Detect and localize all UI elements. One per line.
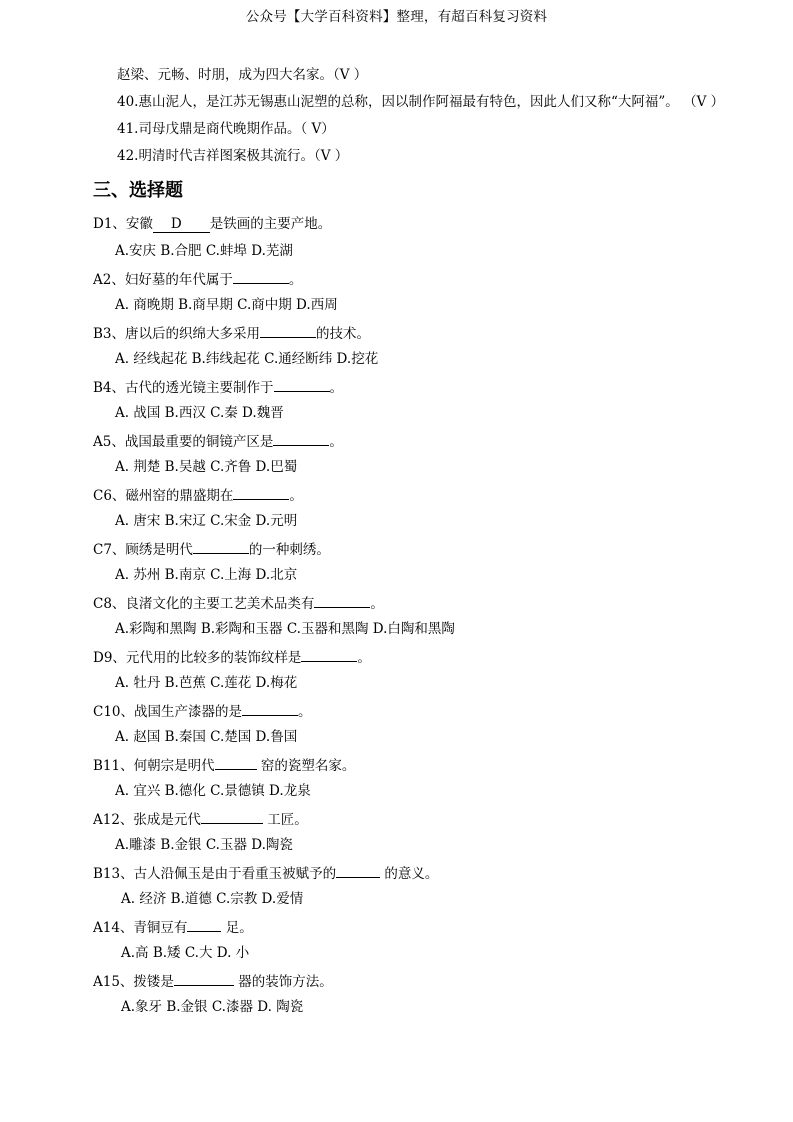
answer-blank [174, 972, 234, 986]
question-text-tail: 。 [288, 272, 303, 288]
question-stem [93, 864, 438, 882]
question-options: A. 商晚期 B.商早期 C.商中期 D.西周 [115, 297, 338, 313]
question-text: C6、磁州窑的鼎盛期在 [93, 488, 234, 504]
question-text-tail: 。 [357, 650, 371, 666]
answer-blank [233, 486, 289, 500]
answer-blank [273, 432, 329, 446]
question-stem [93, 810, 308, 828]
answer-blank [314, 594, 370, 608]
question-options: A.高 B.矮 C.大 D. 小 [121, 945, 250, 961]
question-options: A. 经济 B.道德 C.宗教 D.爱情 [121, 891, 304, 907]
question-options: A.雕漆 B.金银 C.玉器 D.陶瓷 [115, 837, 293, 853]
question-text-tail: 的技术。 [316, 326, 371, 342]
answer-blank [193, 540, 249, 554]
answer-blank [274, 378, 330, 392]
question-text: D1、安徽 [93, 216, 153, 232]
question-text: B11、何朝宗是明代 [93, 758, 215, 774]
tf-line-42: 42.明清时代吉祥图案极其流行。（V ） [117, 148, 349, 164]
question-text: C10、战国生产漆器的是 [93, 704, 243, 720]
question-options: A.安庆 B.合肥 C.蚌埠 D.芜湖 [115, 243, 293, 259]
section-title: 三、选择题 [93, 180, 183, 201]
question-text-tail: 。 [329, 380, 344, 396]
question-text: A15、拨镂是 [93, 974, 174, 990]
question-options: A. 苏州 B.南京 C.上海 D.北京 [115, 567, 298, 583]
question-text: B13、古人沿佩玉是由于看重玉被赋予的 [93, 866, 337, 882]
question-text-tail: 是铁画的主要产地。 [209, 216, 332, 232]
tf-line-40: 40.惠山泥人，是江苏无锡惠山泥塑的总称，因以制作阿福最有特色，因此人们又称“大阿福”。 （V ） [117, 94, 725, 110]
question-stem [93, 648, 371, 666]
question-text-tail: 的意义。 [380, 866, 439, 882]
question-text: A12、张成是元代 [93, 812, 201, 828]
question-options: A. 宜兴 B.德化 C.景德镇 D.龙泉 [115, 783, 311, 799]
question-text: B3、唐以后的织绵大多采用 [93, 326, 261, 342]
question-text-tail: 的一种刺绣。 [248, 542, 330, 558]
answer-blank [260, 324, 316, 338]
answer-blank [233, 270, 289, 284]
question-text: C8、良渚文化的主要工艺美术品类有 [93, 596, 315, 612]
question-text-tail: 。 [298, 704, 312, 720]
question-stem [93, 972, 333, 990]
answer-blank [201, 810, 263, 824]
question-text: A14、青铜豆有 [93, 920, 188, 936]
question-text: D9、元代用的比较多的装饰纹样是 [93, 650, 302, 666]
question-text-tail: 工匠。 [262, 812, 308, 828]
question-stem [93, 540, 330, 558]
question-options: A.象牙 B.金银 C.漆器 D. 陶瓷 [121, 999, 304, 1015]
question-text: A5、战国最重要的铜镜产区是 [93, 434, 274, 450]
question-stem [93, 486, 303, 504]
answer-blank [336, 864, 380, 878]
question-text: A2、妇好墓的年代属于 [93, 272, 233, 288]
question-stem [93, 378, 343, 396]
question-stem [93, 270, 302, 288]
question-stem [93, 918, 253, 936]
question-options: A. 战国 B.西汉 C.秦 D.魏晋 [115, 405, 284, 421]
question-stem [93, 702, 312, 720]
question-stem [93, 594, 384, 612]
tf-line-39: 赵梁、元畅、时朋，成为四大名家。（V ） [117, 67, 368, 83]
question-text-tail: 足。 [221, 920, 253, 936]
question-stem [93, 216, 331, 233]
question-text: C7、顾绣是明代 [93, 542, 193, 558]
question-text-tail: 。 [289, 488, 303, 504]
page-header: 公众号【大学百科资料】整理，有超百科复习资料 [245, 9, 548, 25]
answer-blank [301, 648, 357, 662]
question-options: A. 牡丹 B.芭蕉 C.莲花 D.梅花 [115, 675, 298, 691]
question-options: A. 唐宋 B.宋辽 C.宋金 D.元明 [115, 513, 298, 529]
answer-blank [215, 756, 257, 770]
question-text-tail: 器的装饰方法。 [233, 974, 333, 990]
question-stem [93, 756, 355, 774]
question-text-tail: 。 [329, 434, 343, 450]
question-text: B4、古代的透光镜主要制作于 [93, 380, 274, 396]
tf-line-41: 41.司母戊鼎是商代晚期作品。（ V） [117, 121, 335, 137]
question-stem [93, 432, 343, 450]
question-text-tail: 窑的瓷塑名家。 [256, 758, 356, 774]
answer-blank [187, 918, 221, 932]
question-stem [93, 324, 370, 342]
answer-blank [242, 702, 298, 716]
answer-blank: D [153, 216, 210, 233]
question-options: A.彩陶和黑陶 B.彩陶和玉器 C.玉器和黑陶 D.白陶和黑陶 [115, 621, 455, 637]
question-options: A. 经线起花 B.纬线起花 C.通经断纬 D.挖花 [115, 351, 379, 367]
question-options: A. 赵国 B.秦国 C.楚国 D.鲁国 [115, 729, 298, 745]
question-options: A. 荆楚 B.吴越 C.齐鲁 D.巴蜀 [115, 459, 298, 475]
question-text-tail: 。 [370, 596, 384, 612]
